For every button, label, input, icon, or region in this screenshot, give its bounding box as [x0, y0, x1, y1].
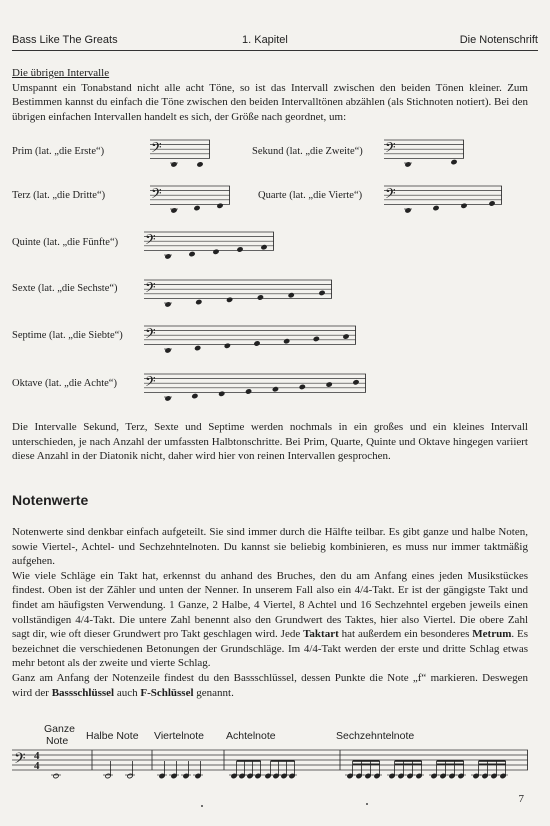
note-head	[254, 341, 260, 346]
note-head	[227, 297, 233, 302]
interval-label-quarte: Quarte (lat. „die Vierte“)	[258, 190, 363, 201]
bass-clef-icon: 𝄢	[145, 279, 156, 299]
staff-prim	[150, 136, 210, 172]
note-head	[440, 773, 446, 778]
staff-sexte	[144, 276, 332, 312]
note-head	[194, 205, 200, 210]
note-head	[237, 247, 243, 252]
beam	[353, 760, 380, 762]
note-head	[53, 773, 59, 778]
beam	[271, 760, 295, 762]
text-run: auch	[114, 686, 141, 699]
note-head	[272, 387, 278, 392]
note-head	[313, 336, 319, 341]
note-head	[365, 773, 371, 778]
note-head	[171, 162, 177, 167]
page-header	[12, 32, 538, 51]
beam	[479, 760, 506, 762]
label-ganze-2: Note	[46, 735, 69, 747]
page-number: 7	[518, 793, 524, 805]
interval-label-sexte: Sexte (lat. „die Sechste“)	[12, 283, 118, 294]
note-head	[416, 773, 422, 778]
note-head	[245, 389, 251, 394]
text-run: hat außerdem ein besonderes	[338, 628, 473, 641]
intro-subheading: Die übrigen Intervalle	[12, 67, 110, 79]
header-chapter: 1. Kapitel	[242, 34, 288, 46]
note-head	[405, 162, 411, 167]
staff-septime	[144, 322, 356, 358]
note-head	[273, 773, 279, 778]
note-head	[353, 380, 359, 385]
bass-clef-icon: 𝄢	[14, 750, 26, 771]
note-head	[171, 773, 177, 778]
term-f-schluessel: F-Schlüssel	[140, 686, 194, 699]
beam	[395, 760, 422, 762]
note-head	[213, 249, 219, 254]
note-head	[389, 773, 395, 778]
note-head	[159, 773, 165, 778]
note-head	[288, 293, 294, 298]
note-head	[224, 343, 230, 348]
time-signature-top: 4	[34, 750, 40, 762]
note-head	[192, 393, 198, 398]
note-head	[255, 773, 261, 778]
note-head	[473, 773, 479, 778]
note-head	[284, 339, 290, 344]
staff-oktave	[144, 370, 366, 406]
note-head	[165, 348, 171, 353]
note-head	[482, 773, 488, 778]
label-achtel: Achtelnote	[226, 730, 276, 742]
beam	[353, 764, 380, 766]
speck	[366, 803, 368, 805]
note-head	[217, 203, 223, 208]
interval-label-quinte: Quinte (lat. „die Fünfte“)	[12, 237, 119, 248]
note-head	[195, 773, 201, 778]
notenwerte-paragraph-3	[12, 671, 528, 700]
notenwerte-text	[12, 525, 528, 700]
note-head	[433, 205, 439, 210]
note-head	[451, 159, 457, 164]
note-head	[281, 773, 287, 778]
note-head	[171, 208, 177, 213]
header-book-title: Bass Like The Greats	[12, 34, 118, 46]
bass-clef-icon: 𝄢	[151, 185, 162, 205]
note-head	[105, 773, 111, 778]
note-head	[398, 773, 404, 778]
bass-clef-icon: 𝄢	[151, 139, 162, 159]
note-head	[196, 299, 202, 304]
label-halbe: Halbe Note	[86, 730, 139, 742]
term-taktart: Taktart	[303, 628, 339, 641]
beam	[437, 764, 464, 766]
note-head	[374, 773, 380, 778]
note-head	[165, 396, 171, 401]
beam	[237, 760, 261, 762]
interval-label-prim: Prim (lat. „die Erste“)	[12, 146, 105, 157]
note-head	[343, 334, 349, 339]
interval-label-terz: Terz (lat. „die Dritte“)	[12, 190, 106, 201]
note-head	[195, 345, 201, 350]
intro-section	[12, 66, 528, 124]
note-head	[407, 773, 413, 778]
section-heading-notenwerte: Notenwerte	[12, 492, 89, 508]
note-head	[500, 773, 506, 778]
note-head	[458, 773, 464, 778]
note-head	[239, 773, 245, 778]
note-head	[261, 245, 267, 250]
beam	[437, 760, 464, 762]
note-head	[289, 773, 295, 778]
speck	[201, 805, 203, 807]
bass-clef-icon: 𝄢	[145, 231, 156, 251]
text-run: Ganz am Anfang der Notenzeile findest du den Bassschlüssel, dessen Punkte die Note „f“ markieren. Deswegen wird der	[12, 671, 528, 699]
note-head	[347, 773, 353, 778]
staff-quinte	[144, 228, 274, 264]
note-head	[299, 384, 305, 389]
note-head	[189, 251, 195, 256]
note-head	[431, 773, 437, 778]
bass-clef-icon: 𝄢	[385, 185, 396, 205]
note-head	[319, 290, 325, 295]
beam	[479, 764, 506, 766]
label-ganze-1: Ganze	[44, 723, 75, 735]
note-head	[265, 773, 271, 778]
interval-label-oktave: Oktave (lat. „die Achte“)	[12, 378, 117, 389]
staff-note-values	[12, 744, 528, 782]
bass-clef-icon: 𝄢	[385, 139, 396, 159]
term-bassschluessel: Bassschlüssel	[51, 686, 115, 699]
note-head	[449, 773, 455, 778]
note-head	[257, 295, 263, 300]
note-head	[165, 302, 171, 307]
bass-clef-icon: 𝄢	[145, 373, 156, 393]
label-sechzehntel: Sechzehntelnote	[336, 730, 415, 742]
header-section: Die Notenschrift	[459, 34, 538, 46]
intro-text: Umspannt ein Tonabstand nicht alle acht Töne, so ist das Intervall zwischen den beiden Tönen kleiner. Zum Bestimmen kannst du einfach die Töne zwischen den beiden Intervalltönen abzählen (als Stichnoten notiert). Bei den übrigen einfachen Intervallen handelt es sich, der Größe nach geordnet, um:	[12, 81, 528, 123]
note-head	[326, 382, 332, 387]
text-run: Wie viele Schläge ein Takt hat, erkennst du anhand des Bruches, den du am Anfang eines jeden Musikstückes findest. Oben ist der Zähler und unten der Nenner. In unserem Fall also ein 4/4-Takt. Er ist der gängigste Takt und findet am häufigsten Verwendung. 1 Ganze, 2 Halbe, 4 Viertel, 8 Achtel und 16 Sechzehntel ergeben jeweils einen vollständigen 4/4-Takt. Die untere Zahl benennt also den Grundwert des Taktes, hier also Viertel. Die obere Zahl sagt dir, wie oft dieser Grundwert pro Takt geschlagen wird. Jede	[12, 569, 528, 641]
note-head	[197, 162, 203, 167]
interval-label-sekund: Sekund (lat. „die Zweite“)	[252, 146, 363, 157]
note-head	[247, 773, 253, 778]
note-head	[219, 391, 225, 396]
note-head	[461, 203, 467, 208]
notenwerte-paragraph-2	[12, 569, 528, 671]
term-metrum: Metrum	[472, 628, 512, 641]
bass-clef-icon: 𝄢	[145, 325, 156, 345]
staff-sekund	[384, 136, 464, 172]
intervals-summary-paragraph: Die Intervalle Sekund, Terz, Sexte und Septime werden nochmals in ein großes und ein kleines Intervall unterschieden, je nach Anzahl der umfassten Halbtonschritte. Bei Prim, Quarte, Quinte und Oktave hingegen variiert diese Anzahl in der Diatonik nicht, daher wird hier von reinen Intervallen gesprochen.	[12, 421, 528, 463]
text-run: . Es bezeichnet die verschiedenen Betonungen der Grundschläge. Im 4/4-Takt werden der erste und dritte Schlag etwas mehr betont als der zweite und vierte Schlag.	[12, 628, 529, 670]
interval-label-septime: Septime (lat. „die Siebte“)	[12, 330, 123, 341]
beam	[395, 764, 422, 766]
note-head	[491, 773, 497, 778]
note-head	[356, 773, 362, 778]
note-head	[489, 201, 495, 206]
staff-quarte	[384, 182, 502, 218]
note-head	[405, 208, 411, 213]
label-viertel: Viertelnote	[154, 730, 205, 742]
notenwerte-paragraph-1: Notenwerte sind denkbar einfach aufgeteilt. Sie sind immer durch die Hälfte teilbar. Es gibt ganze und halbe Noten, sowie Viertel-, Achtel- und Sechzehntelnoten. Du kannst sie beliebig kombinieren, es muss nur immer taktmäßig aufgehen.	[12, 526, 528, 568]
note-head	[231, 773, 237, 778]
note-head	[183, 773, 189, 778]
staff-terz	[150, 182, 230, 218]
text-run: genannt.	[193, 686, 234, 699]
time-signature-bottom: 4	[34, 760, 40, 772]
note-head	[127, 773, 133, 778]
note-head	[165, 254, 171, 259]
